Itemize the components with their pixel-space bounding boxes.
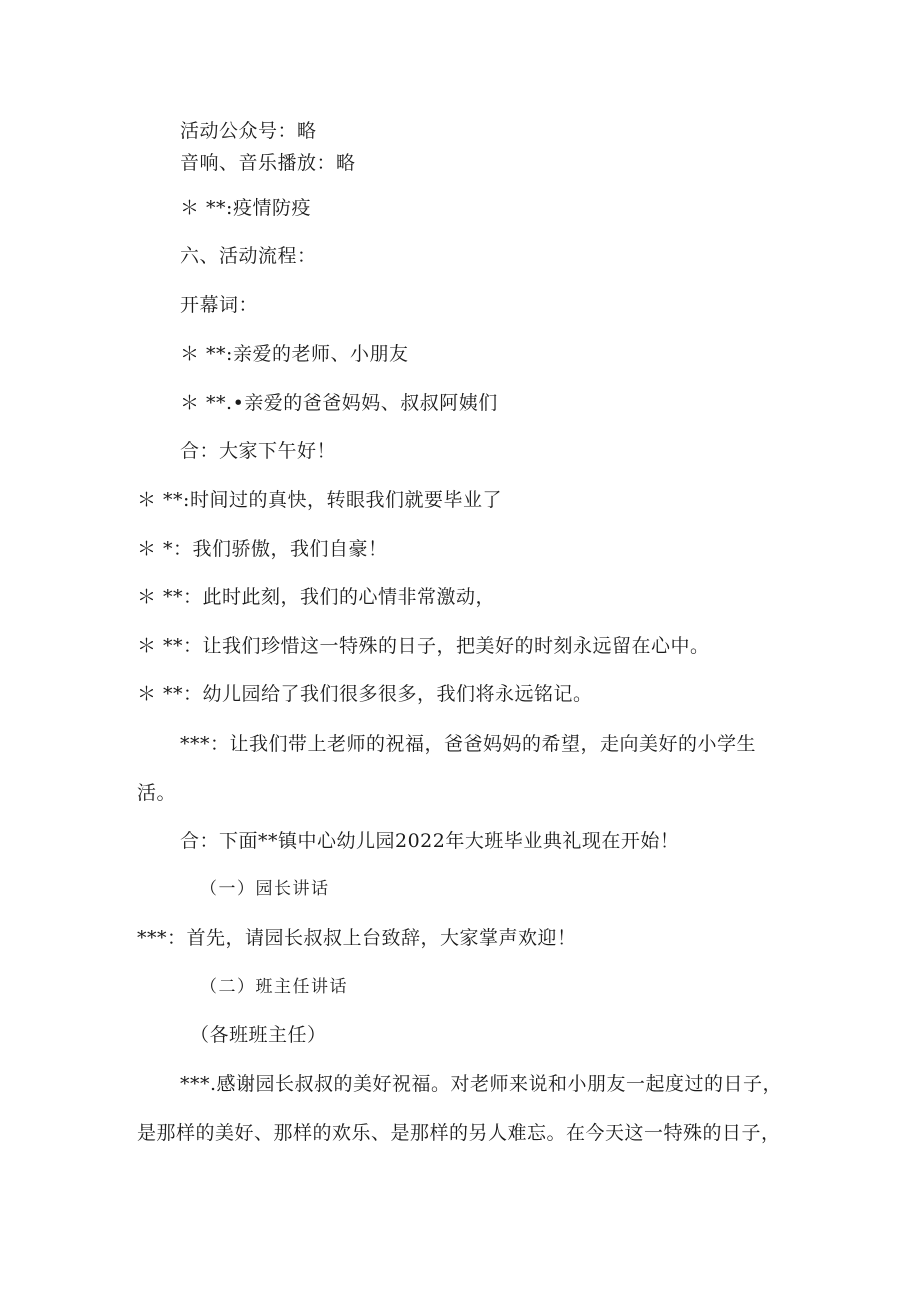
text-line-blessings: ***：让我们带上老师的祝福，爸爸妈妈的希望，走向美好的小学生	[180, 733, 757, 755]
text-line-excited: ＊ **：此时此刻，我们的心情非常激动，	[137, 586, 496, 608]
text-line-class-teachers: （各班班主任）	[190, 1024, 327, 1046]
text-line-principal-invite: ***：首先，请园长叔叔上台致辞，大家掌声欢迎！	[137, 927, 577, 949]
text-line-ceremony-start: 合：下面**镇中心幼儿园2022年大班毕业典礼现在开始！	[180, 830, 680, 852]
text-line-remember: ＊ **：幼儿园给了我们很多很多，我们将永远铭记。	[137, 683, 593, 705]
text-line-thanks-cont: 是那样的美好、那样的欢乐、是那样的另人难忘。在今天这一特殊的日子，	[137, 1122, 781, 1144]
text-line-dear-parents: ＊ **.•亲爱的爸爸妈妈、叔叔阿姨们	[180, 392, 498, 414]
text-line-good-afternoon: 合：大家下午好！	[180, 440, 337, 462]
text-line-activity-account: 活动公众号：略	[180, 120, 317, 142]
section-heading-flow: 六、活动流程：	[180, 245, 317, 267]
text-line-audio-music: 音响、音乐播放：略	[180, 152, 356, 174]
text-line-epidemic: ＊ **:疫情防疫	[180, 197, 311, 219]
text-line-thanks-principal: ***.感谢园长叔叔的美好祝福。对老师来说和小朋友一起度过的日子，	[180, 1073, 783, 1095]
section-teacher-speech: （二）班主任讲话	[200, 977, 348, 997]
text-line-blessings-cont: 活。	[137, 782, 177, 804]
section-principal-speech: （一）园长讲话	[200, 879, 330, 899]
text-line-time-flies: ＊ **:时间过的真快，转眼我们就要毕业了	[137, 489, 502, 511]
text-line-cherish: ＊ **：让我们珍惜这一特殊的日子，把美好的时刻永远留在心中。	[137, 635, 710, 657]
text-line-dear-teachers: ＊ **:亲爱的老师、小朋友	[180, 343, 409, 365]
text-line-proud: ＊ *：我们骄傲，我们自豪！	[137, 538, 388, 560]
text-line-opening: 开幕词：	[180, 294, 259, 316]
